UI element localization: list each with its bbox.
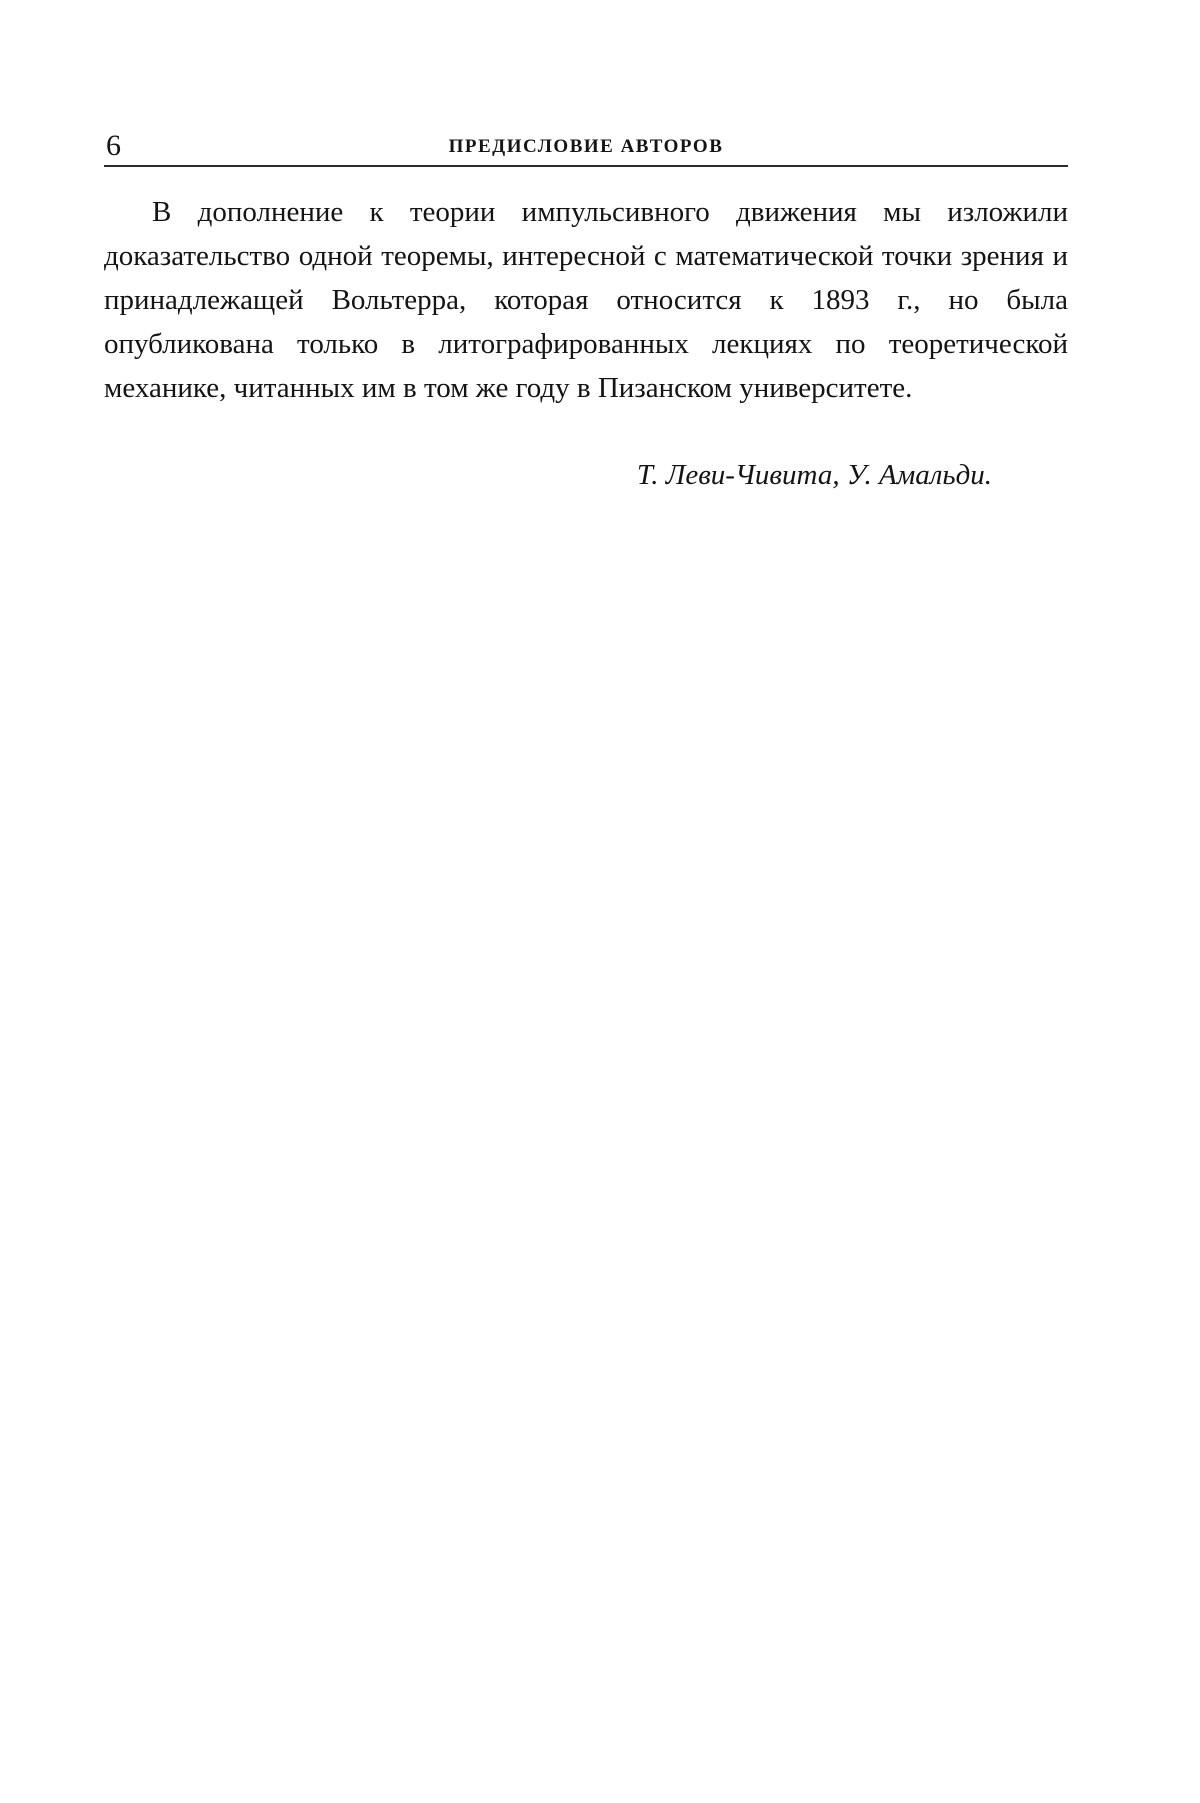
body-paragraph: В дополнение к теории импульсивного движения мы изложили доказательство одной теоремы, интересной с математической точки зрения и принадлежащей Вольтерра, которая относится к 1893 г., но была опубликована только в литографированных лекциях по теоретической механике, читанных им в том же году в Пизанском университете. xyxy=(104,196,1068,404)
running-head xyxy=(104,126,1068,166)
running-title: ПРЕДИСЛОВИЕ АВТОРОВ xyxy=(448,136,724,157)
header-rule xyxy=(104,165,1068,167)
page-number: 6 xyxy=(106,129,121,162)
authors-signature: Т. Леви-Чивита, У. Амальди. xyxy=(636,459,992,491)
